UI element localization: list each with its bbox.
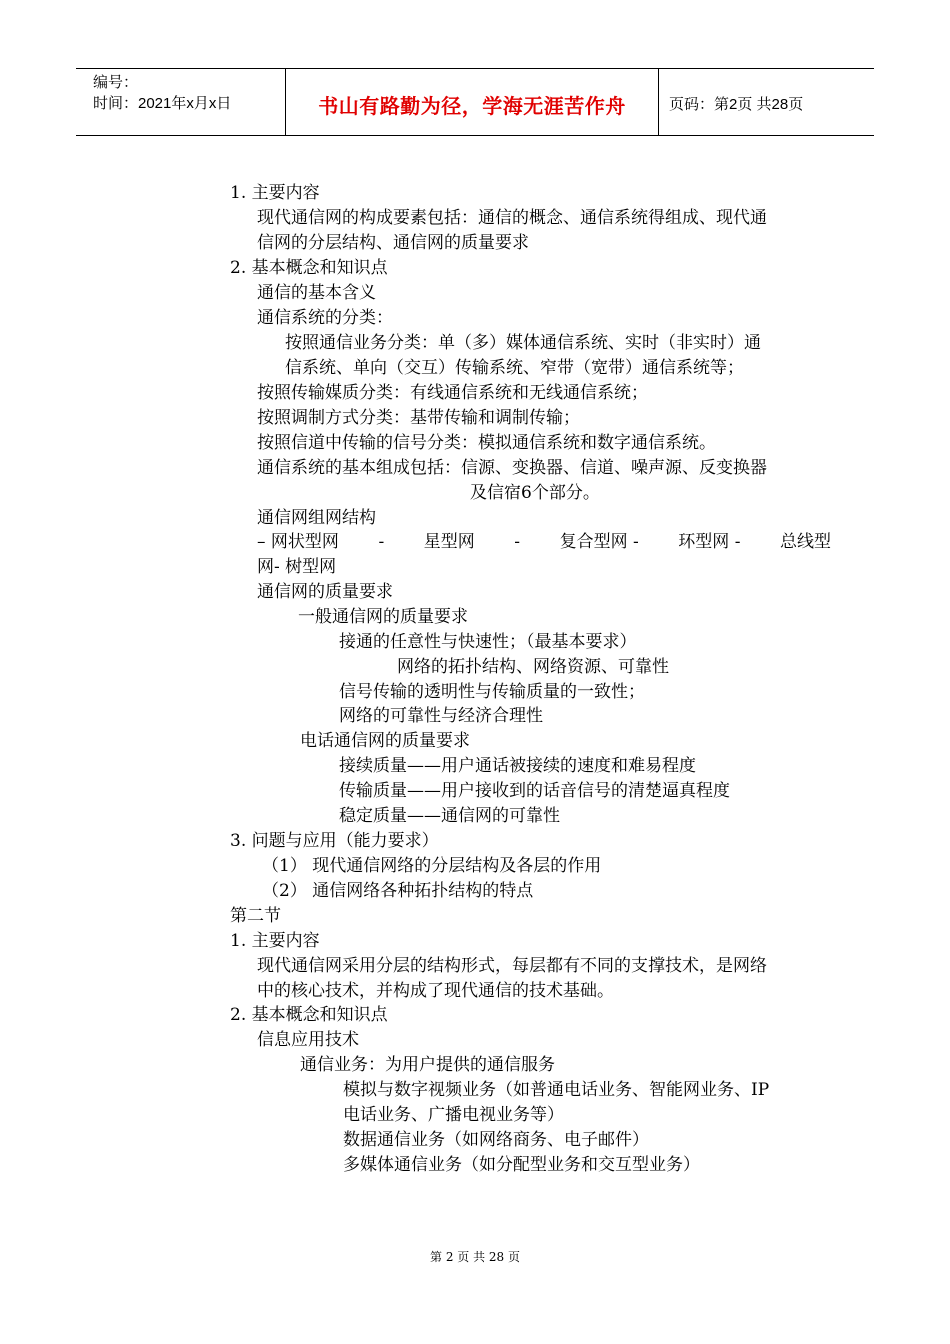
- body-line: 1. 主要内容: [230, 183, 320, 203]
- topology-item: 环型网 -: [678, 532, 741, 552]
- section-title: 第二节: [230, 906, 281, 926]
- topology-item: 星型网: [423, 532, 475, 552]
- body-line: 按照通信业务分类：单（多）媒体通信系统、实时（非实时）通: [285, 333, 761, 353]
- page-footer: 第 2 页 共 28 页: [430, 1250, 520, 1264]
- body-line: 通信业务：为用户提供的通信服务: [300, 1055, 555, 1075]
- topology-item: -: [514, 532, 521, 552]
- body-line: 接续质量——用户通话被接续的速度和难易程度: [339, 756, 696, 776]
- body-line: 现代通信网的构成要素包括：通信的概念、通信系统得组成、现代通: [257, 208, 767, 228]
- body-line: 中的核心技术，并构成了现代通信的技术基础。: [257, 981, 614, 1001]
- body-line: 按照调制方式分类：基带传输和调制传输；: [257, 408, 580, 428]
- body-line: 传输质量——用户接收到的话音信号的清楚逼真程度: [339, 781, 730, 801]
- body-line: 3. 问题与应用（能力要求）: [230, 831, 439, 851]
- body-line: （2） 通信网络各种拓扑结构的特点: [262, 881, 534, 901]
- body-line: 2. 基本概念和知识点: [230, 258, 388, 278]
- body-line: 1. 主要内容: [230, 931, 320, 951]
- body-line: 稳定质量——通信网的可靠性: [339, 806, 560, 826]
- body-line: 一般通信网的质量要求: [298, 607, 468, 627]
- body-line: 通信的基本含义: [257, 283, 376, 303]
- body-line: 网络的可靠性与经济合理性: [339, 706, 543, 726]
- motto: 书山有路勤为径，学海无涯苦作舟: [318, 93, 626, 118]
- body-line: 接通的任意性与快速性；（最基本要求）: [339, 632, 637, 652]
- body-line: 及信宿6个部分。: [470, 483, 600, 503]
- body-line: 通信网组网结构: [257, 508, 376, 528]
- body-line: 通信系统的基本组成包括：信源、变换器、信道、噪声源、反变换器: [257, 458, 767, 478]
- body-line: 通信系统的分类：: [257, 308, 393, 328]
- topology-line: [257, 531, 831, 553]
- body-line: 现代通信网采用分层的结构形式，每层都有不同的支撑技术，是网络: [257, 956, 767, 976]
- body-line: 数据通信业务（如网络商务、电子邮件）: [343, 1130, 649, 1150]
- body-line: 信系统、单向（交互）传输系统、窄带（宽带）通信系统等；: [285, 358, 744, 378]
- body-line: 网- 树型网: [257, 557, 337, 577]
- page-info: 页码：第2页 共28页: [669, 95, 804, 113]
- topology-item: – 网状型网: [257, 532, 339, 552]
- body-line: 按照传输媒质分类：有线通信系统和无线通信系统；: [257, 383, 648, 403]
- body-line: 电话通信网的质量要求: [300, 731, 470, 751]
- body-line: 按照信道中传输的信号分类：模拟通信系统和数字通信系统。: [257, 433, 716, 453]
- topology-item: 总线型: [780, 532, 831, 552]
- body-line: 模拟与数字视频业务（如普通电话业务、智能网业务、IP: [343, 1080, 770, 1100]
- topology-item: 复合型网 -: [559, 532, 639, 552]
- body-line: 信网的分层结构、通信网的质量要求: [257, 233, 529, 253]
- body-line: 网络的拓扑结构、网络资源、可靠性: [397, 657, 669, 677]
- topology-item: -: [378, 532, 385, 552]
- body-line: 电话业务、广播电视业务等）: [343, 1105, 564, 1125]
- number-label: 编号：: [93, 74, 139, 91]
- body-line: 通信网的质量要求: [257, 582, 393, 602]
- body-line: （1） 现代通信网络的分层结构及各层的作用: [262, 856, 602, 876]
- body-line: 信号传输的透明性与传输质量的一致性；: [339, 682, 645, 702]
- body-line: 多媒体通信业务（如分配型业务和交互型业务）: [343, 1155, 700, 1175]
- time-label: 时间：2021年x月x日: [93, 95, 232, 112]
- body-line: 2. 基本概念和知识点: [230, 1005, 388, 1025]
- body-line: 信息应用技术: [257, 1030, 359, 1050]
